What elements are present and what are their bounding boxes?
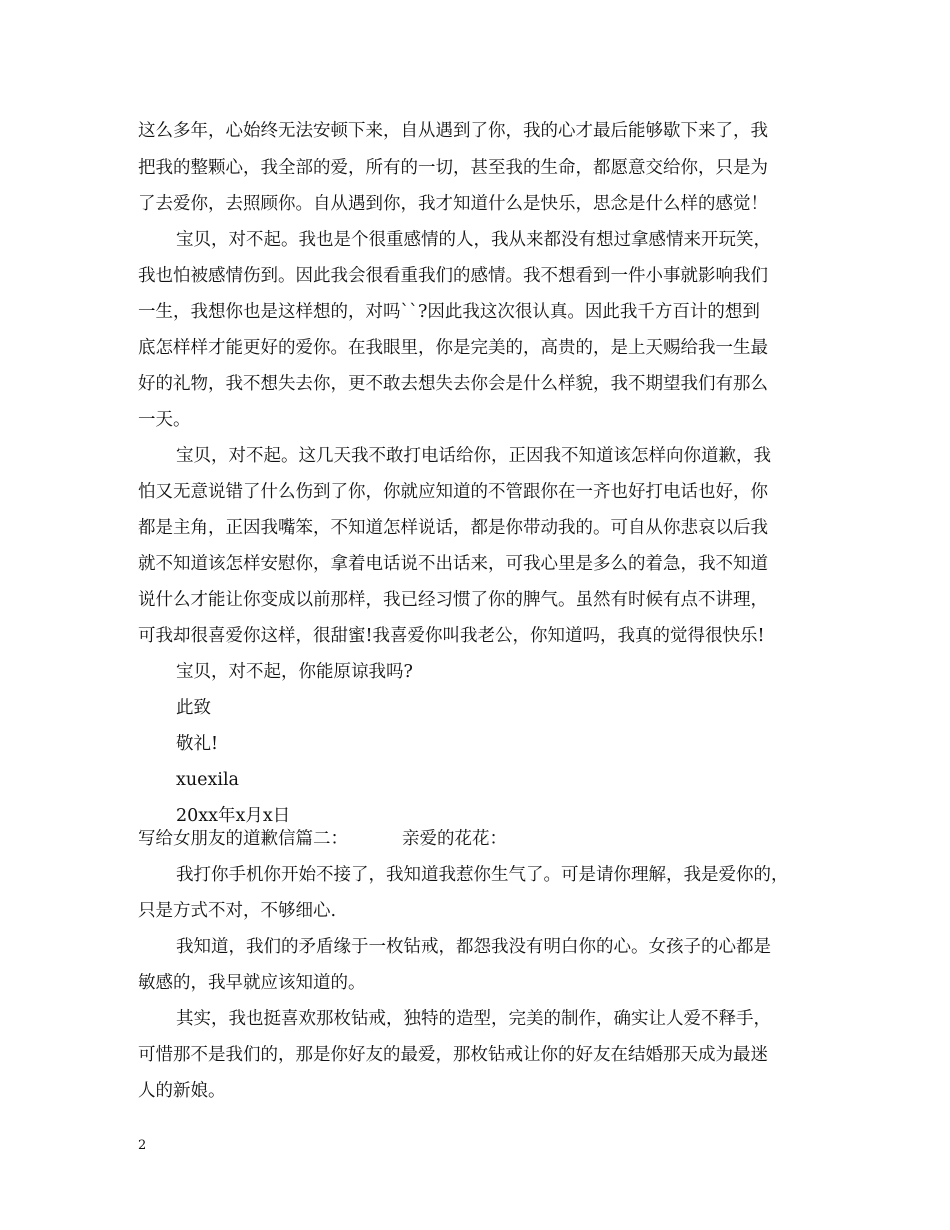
paragraph-line: 怕又无意说错了什么伤到了你，你就应知道的不管跟你在一齐也好打电话也好，你 (138, 482, 768, 502)
paragraph-line: 敏感的，我早就应该知道的。 (138, 973, 366, 993)
paragraph-line: 其实，我也挺喜欢那枚钻戒，独特的造型，完美的制作，确实让人爱不释手， (176, 1009, 771, 1029)
paragraph-line: 宝贝，对不起。这几天我不敢打电话给你，正因我不知道该怎样向你道歉，我 (176, 446, 771, 466)
date-line: 20xx年x月x日 (176, 806, 291, 826)
paragraph-line: 我也怕被感情伤到。因此我会很看重我们的感情。我不想看到一件小事就影响我们 (138, 266, 768, 286)
paragraph-line: 底怎样样才能更好的爱你。在我眼里，你是完美的，高贵的，是上天赐给我一生最 (138, 338, 768, 358)
paragraph-line: 可惜那不是我们的，那是你好友的最爱，那枚钻戒让你的好友在结婚那天成为最迷 (138, 1045, 768, 1065)
page-number: 2 (138, 1138, 147, 1153)
closing-line: 敬礼! (176, 734, 219, 754)
paragraph-line: 就不知道该怎样安慰你，拿着电话说不出话来，可我心里是多么的着急，我不知道 (138, 554, 768, 574)
paragraph-line: 只是方式不对，不够细心. (138, 901, 337, 921)
section-heading: 写给女朋友的道歉信篇二： (138, 829, 348, 849)
paragraph-line: 我打你手机你开始不接了，我知道我惹你生气了。可是请你理解，我是爱你的， (176, 865, 789, 885)
closing-line: 此致 (176, 698, 211, 718)
paragraph-line: 好的礼物，我不想失去你，更不敢去想失去你会是什么样貌，我不期望我们有那么 (138, 374, 768, 394)
paragraph-line: 都是主角，正因我嘴笨，不知道怎样说话，都是你带动我的。可自从你悲哀以后我 (138, 518, 768, 538)
paragraph-line: 宝贝，对不起，你能原谅我吗? (176, 662, 413, 682)
signature-line: xuexila (176, 770, 239, 790)
paragraph-line: 了去爱你，去照顾你。自从遇到你，我才知道什么是快乐，思念是什么样的感觉！ (138, 194, 768, 214)
paragraph-line: 把我的整颗心，我全部的爱，所有的一切，甚至我的生命，都愿意交给你，只是为 (138, 158, 768, 178)
paragraph-line: 可我却很喜爱你这样，很甜蜜!我喜爱你叫我老公，你知道吗，我真的觉得很快乐! (138, 626, 765, 646)
paragraph-line: 一天。 (138, 410, 191, 430)
paragraph-line: 一生，我想你也是这样想的，对吗``?因此我这次很认真。因此我千方百计的想到 (138, 302, 760, 322)
salutation: 亲爱的花花： (402, 829, 507, 849)
paragraph-line: 说什么才能让你变成以前那样，我已经习惯了你的脾气。虽然有时候有点不讲理， (138, 590, 768, 610)
paragraph-line: 这么多年，心始终无法安顿下来，自从遇到了你，我的心才最后能够歇下来了，我 (138, 121, 768, 141)
paragraph-line: 我知道，我们的矛盾缘于一枚钻戒，都怨我没有明白你的心。女孩子的心都是 (176, 937, 771, 957)
paragraph-line: 人的新娘。 (138, 1081, 226, 1101)
paragraph-line: 宝贝，对不起。我也是个很重感情的人，我从来都没有想过拿感情来开玩笑， (176, 230, 771, 250)
